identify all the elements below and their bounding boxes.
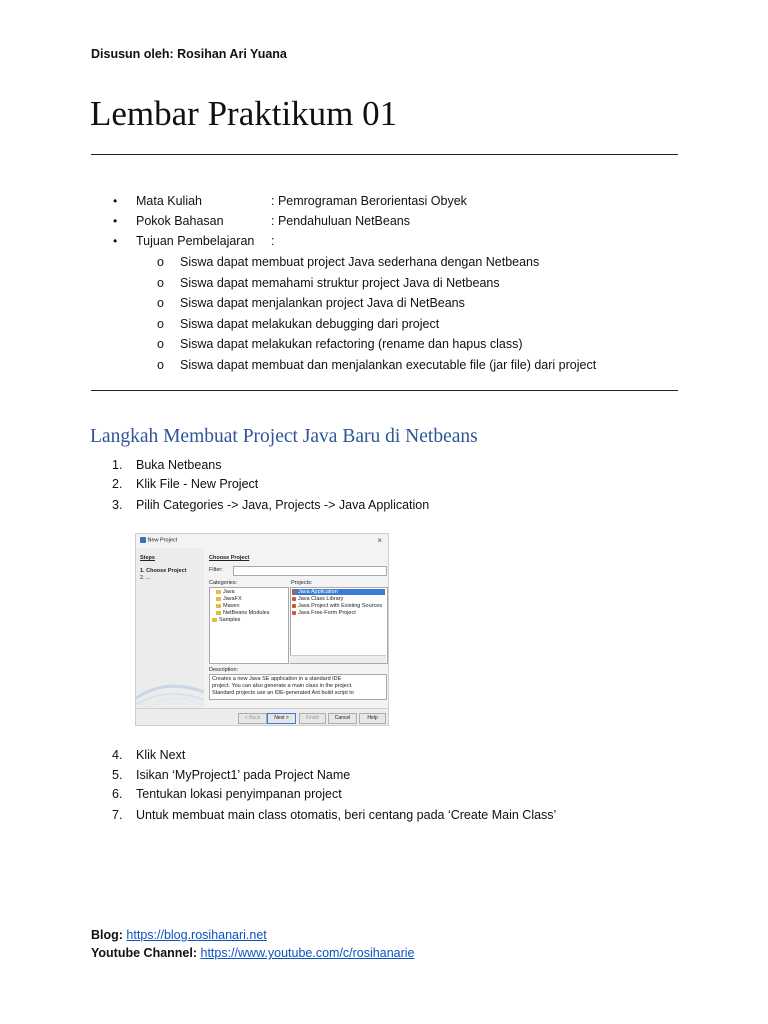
cancel-button: Cancel (328, 713, 357, 724)
info-value-tujuan: : (271, 234, 275, 248)
netbeans-icon (140, 537, 146, 543)
dialog-title: New Project (147, 537, 178, 544)
list-item: Siswa dapat melakukan debugging dari project (180, 317, 440, 331)
next-button: Next > (267, 713, 296, 724)
bullet-icon: • (113, 214, 118, 228)
description-line: Standard projects use an IDE-generated Ant build script to (212, 690, 354, 696)
step-number: 7. (112, 808, 123, 822)
project-item: Java Free-Form Project (292, 610, 356, 616)
help-button: Help (359, 713, 386, 724)
project-icon (292, 597, 296, 601)
footer-youtube (91, 945, 415, 961)
categories-label: Categories: (209, 580, 238, 586)
blog-link[interactable]: https://blog.rosihanari.net (126, 928, 267, 942)
step-number: 2. (112, 477, 123, 491)
divider-bottom (91, 390, 678, 391)
filter-label: Filter: (209, 567, 223, 573)
project-icon (292, 604, 296, 608)
steps-panel (136, 548, 204, 708)
description-box (209, 674, 387, 700)
info-label-tujuan: Tujuan Pembelajaran (136, 234, 255, 248)
project-item: Java Class Library (292, 596, 343, 602)
circle-bullet-icon: o (157, 276, 164, 290)
folder-icon (216, 597, 221, 601)
youtube-link[interactable]: https://www.youtube.com/c/rosihanarie (200, 946, 415, 960)
step-text: Isikan ‘MyProject1’ pada Project Name (136, 768, 351, 782)
horizontal-scrollbar (290, 655, 386, 663)
finish-button: Finish (299, 713, 326, 724)
swoosh-decoration-icon (136, 668, 204, 708)
categories-tree (209, 587, 289, 664)
folder-icon (216, 611, 221, 615)
step-number: 6. (112, 787, 123, 801)
projects-label: Projects: (291, 580, 313, 586)
info-value-pokok-bahasan: : Pendahuluan NetBeans (271, 214, 410, 228)
circle-bullet-icon: o (157, 317, 164, 331)
bullet-icon: • (113, 234, 118, 248)
list-item: Siswa dapat membuat project Java sederhana dengan Netbeans (180, 255, 540, 269)
info-value-mata-kuliah: : Pemrograman Berorientasi Obyek (271, 194, 467, 208)
step-text: Untuk membuat main class otomatis, beri centang pada ‘Create Main Class’ (136, 808, 557, 822)
close-icon: × (377, 536, 382, 545)
author-line: Disusun oleh: Rosihan Ari Yuana (91, 47, 287, 61)
footer-blog (91, 927, 267, 943)
circle-bullet-icon: o (157, 296, 164, 310)
description-label: Description: (209, 667, 239, 673)
description-line: project. You can also generate a main class in the project. (212, 683, 353, 689)
step-2: 2. ... (140, 575, 151, 581)
project-icon (292, 590, 296, 594)
project-item: Java Project with Existing Sources (292, 603, 382, 609)
step-number: 3. (112, 498, 123, 512)
section-heading: Langkah Membuat Project Java Baru di Netbeans (90, 426, 478, 447)
circle-bullet-icon: o (157, 358, 164, 372)
step-text: Tentukan lokasi penyimpanan project (136, 787, 342, 801)
bullet-icon: • (113, 194, 118, 208)
info-label-mata-kuliah: Mata Kuliah (136, 194, 203, 208)
circle-bullet-icon: o (157, 337, 164, 351)
project-item-selected: Java Application (292, 589, 385, 595)
category-item: JavaFX (216, 596, 242, 602)
project-icon (292, 611, 296, 615)
step-text: Klik Next (136, 748, 186, 762)
step-number: 5. (112, 768, 123, 782)
new-project-dialog-screenshot (135, 533, 389, 726)
back-button: < Back (238, 713, 267, 724)
info-label-pokok-bahasan: Pokok Bahasan (136, 214, 224, 228)
category-item: Java (216, 589, 235, 595)
category-item: NetBeans Modules (216, 610, 269, 616)
step-number: 1. (112, 458, 123, 472)
list-item: Siswa dapat membuat dan menjalankan executable file (jar file) dari project (180, 358, 597, 372)
step-text: Klik File - New Project (136, 477, 259, 491)
choose-project-panel (209, 548, 387, 708)
circle-bullet-icon: o (157, 255, 164, 269)
choose-project-header: Choose Project (209, 555, 250, 561)
divider-top (91, 154, 678, 155)
blog-label: Blog: (91, 928, 123, 942)
step-1: 1. Choose Project (140, 568, 187, 574)
youtube-label: Youtube Channel: (91, 946, 198, 960)
folder-icon (216, 590, 221, 594)
dialog-titlebar (140, 537, 384, 547)
projects-list (290, 587, 388, 664)
step-text: Buka Netbeans (136, 458, 222, 472)
steps-header: Steps (140, 555, 155, 561)
page-title: Lembar Praktikum 01 (90, 94, 398, 133)
dialog-button-bar (136, 708, 388, 726)
list-item: Siswa dapat menjalankan project Java di NetBeans (180, 296, 465, 310)
folder-icon (212, 618, 217, 622)
description-line: Creates a new Java SE application in a standard IDE (212, 676, 342, 682)
list-item: Siswa dapat melakukan refactoring (rename dan hapus class) (180, 337, 523, 351)
category-item: Maven (216, 603, 240, 609)
step-number: 4. (112, 748, 123, 762)
filter-input (233, 566, 387, 576)
step-text: Pilih Categories -> Java, Projects -> Java Application (136, 498, 430, 512)
list-item: Siswa dapat memahami struktur project Java di Netbeans (180, 276, 500, 290)
folder-icon (216, 604, 221, 608)
category-item: Samples (212, 617, 240, 623)
